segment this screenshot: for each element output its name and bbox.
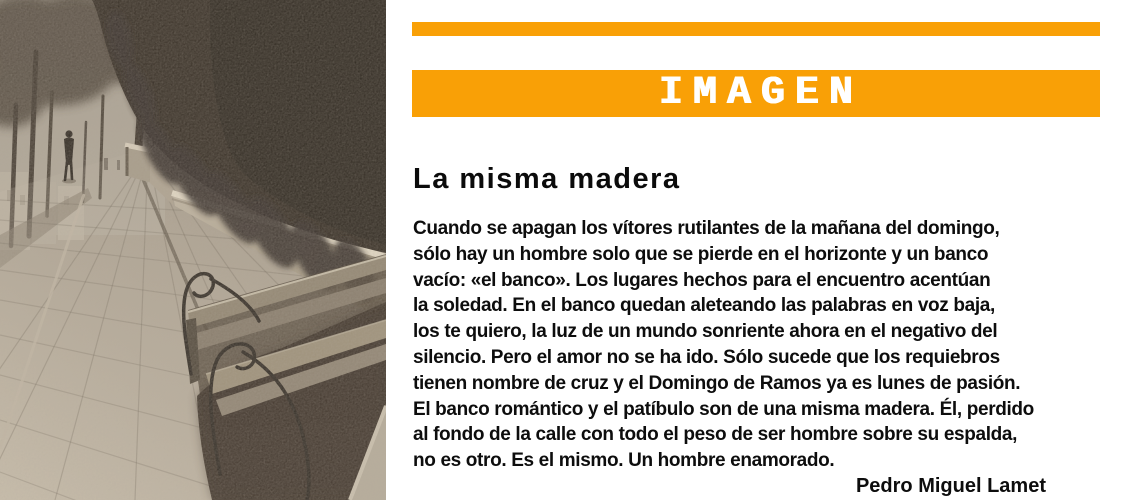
- article-author-wrap: [413, 474, 1110, 498]
- article-body-line: al fondo de la calle con todo el peso de ser hombre sobre su espalda,: [413, 424, 1018, 446]
- article-column: [412, 0, 1110, 500]
- street-photo: [0, 0, 386, 500]
- section-banner: [412, 70, 1100, 117]
- article-body-line: la soledad. En el banco quedan aleteando las palabras en voz baja,: [413, 295, 995, 317]
- article-body-line: tienen nombre de cruz y el Domingo de Ramos ya es lunes de pasión.: [413, 372, 1021, 394]
- article-body-line: no es otro. Es el mismo. Un hombre enamorado.: [413, 450, 835, 472]
- article-body-line: los te quiero, la luz de un mundo sonriente ahora en el negativo del: [413, 321, 998, 343]
- article-body-line: Cuando se apagan los vítores rutilantes de la mañana del domingo,: [413, 218, 1000, 239]
- article-author: Pedro Miguel Lamet: [855, 475, 1046, 497]
- article-body: [413, 216, 1110, 474]
- article-body-line: vacío: «el banco». Los lugares hechos para el encuentro acentúan: [413, 269, 991, 291]
- article-title: La misma madera: [413, 163, 681, 195]
- article-body-line: silencio. Pero el amor no se ha ido. Sólo sucede que los requiebros: [413, 346, 1000, 368]
- section-banner-title: IMAGEN: [658, 70, 864, 116]
- photo-grain: [0, 0, 386, 500]
- article-body-line: El banco romántico y el patíbulo son de una misma madera. Él, perdido: [413, 398, 1034, 420]
- article-body-line: sólo hay un hombre solo que se pierde en el horizonte y un banco: [413, 243, 989, 265]
- accent-rule-bar: [412, 22, 1100, 36]
